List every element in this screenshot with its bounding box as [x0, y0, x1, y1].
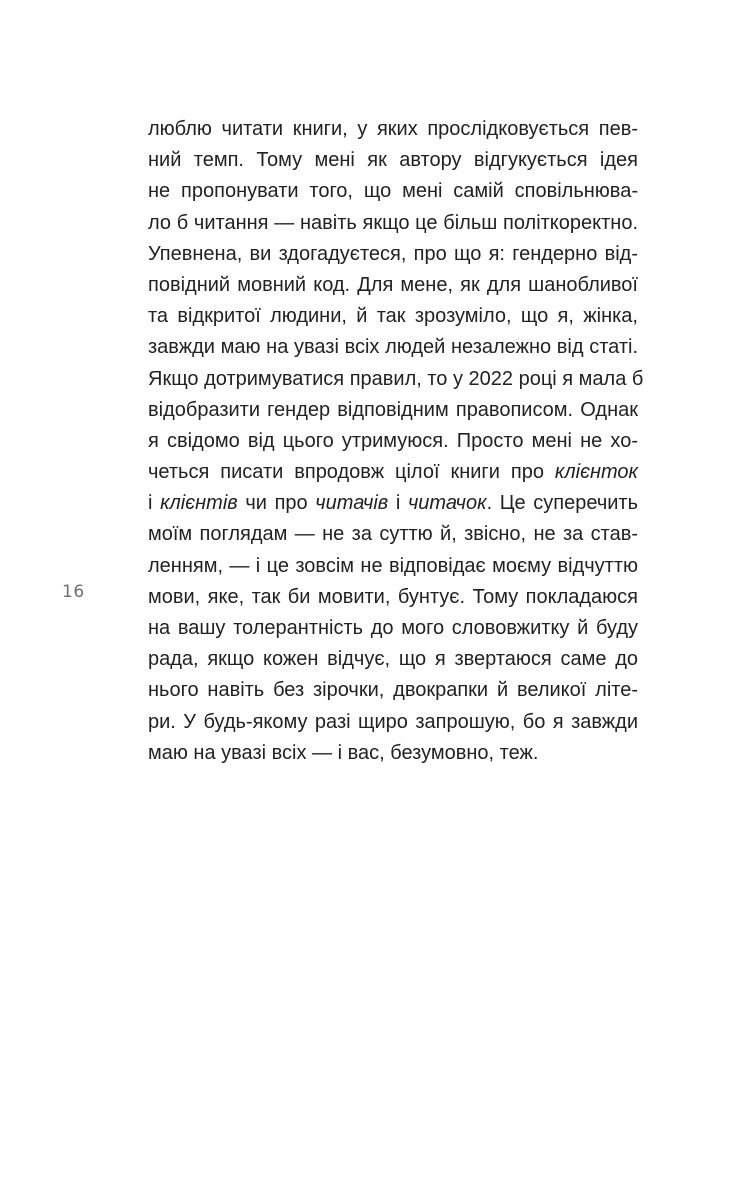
text-segment: Упевнена, ви здогадуєтеся, про що я: гендерно від-	[148, 242, 638, 265]
page-number: 16	[62, 582, 85, 602]
italic-term: клієнтів	[160, 492, 238, 515]
text-segment: рада, якщо кожен відчує, що я звертаюся саме до	[148, 648, 638, 671]
text-line	[148, 301, 638, 332]
text-line	[148, 488, 638, 519]
text-segment: люблю читати книги, у яких прослідковується пев-	[148, 118, 638, 140]
text-line	[148, 551, 638, 582]
text-line	[148, 332, 638, 363]
text-segment: і	[388, 492, 408, 515]
text-segment: маю на увазі всіх — і вас, безумовно, теж.	[148, 741, 539, 764]
text-line	[148, 364, 644, 395]
text-line	[148, 239, 638, 270]
text-segment: та відкритої людини, й так зрозуміло, що я, жінка,	[148, 305, 638, 328]
text-line	[148, 395, 638, 426]
text-segment: відобразити гендер відповідним правописом. Однак	[148, 398, 638, 421]
text-segment: ло б читання — навіть якщо це більш політкоректно.	[148, 211, 638, 234]
text-segment: я свідомо від цього утримуюся. Просто мені не хо-	[148, 429, 638, 452]
text-line	[148, 644, 638, 675]
text-segment: чи про	[237, 492, 316, 515]
text-segment: Якщо дотримуватися правил, то у 2022 році я мала б	[148, 367, 644, 390]
text-line	[148, 426, 638, 457]
text-line	[148, 270, 638, 301]
text-segment: ленням, — і це зовсім не відповідає моєму відчуттю	[148, 554, 638, 577]
text-segment: нього навіть без зірочки, двокрапки й великої літе-	[148, 679, 638, 702]
text-line	[148, 145, 638, 176]
text-segment: ний темп. Тому мені як автору відгукується ідея	[148, 149, 638, 172]
text-segment: мови, яке, так би мовити, бунтує. Тому покладаюся	[148, 585, 638, 608]
text-line	[148, 707, 638, 738]
text-segment: на вашу толерантність до мого слововжитку й буду	[148, 617, 638, 639]
text-line	[148, 208, 638, 239]
italic-term: читачок	[407, 492, 487, 515]
text-line	[148, 457, 638, 488]
text-line	[148, 613, 638, 644]
italic-term: читачів	[315, 492, 389, 515]
body-text	[148, 114, 644, 769]
italic-term: клієнток	[554, 461, 638, 484]
text-line	[148, 738, 638, 769]
text-line	[148, 114, 638, 145]
text-line	[148, 582, 638, 613]
text-segment: завжди маю на увазі всіх людей незалежно від статі.	[148, 336, 638, 359]
text-segment: . Це суперечить	[486, 492, 639, 515]
text-segment: повідний мовний код. Для мене, як для шанобливої	[148, 273, 638, 296]
text-line	[148, 519, 638, 550]
text-segment: четься писати впродовж цілої книги про	[148, 461, 555, 484]
text-segment: ри. У будь-якому разі щиро запрошую, бо я завжди	[148, 710, 638, 733]
text-segment: моїм поглядам — не за суттю й, звісно, не за став-	[148, 523, 638, 546]
text-line	[148, 176, 638, 207]
text-segment: не пропонувати того, що мені самій сповільнюва-	[148, 180, 638, 203]
text-line	[148, 675, 638, 706]
text-segment: і	[148, 492, 161, 515]
